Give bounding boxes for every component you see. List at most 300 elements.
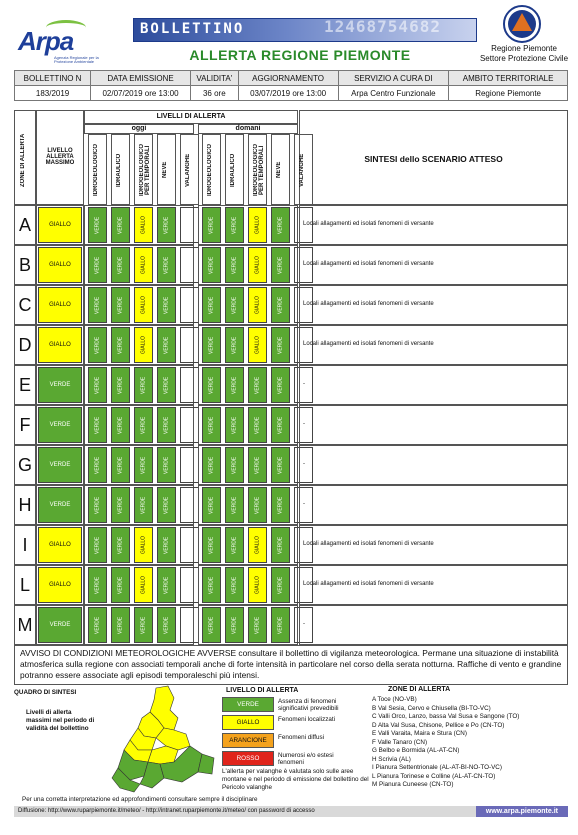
- today-level-cell: [88, 407, 107, 443]
- tomorrow-level-text: VERDE: [231, 256, 238, 274]
- today-level-text: VERDE: [94, 576, 101, 594]
- today-level-text: VERDE: [163, 376, 170, 394]
- today-level-cell: [180, 607, 199, 643]
- info-header: BOLLETTINO N: [15, 71, 91, 86]
- legend-note: L'allerta per valanghe è valutata solo sulle aree montane e nel periodo di emissione del bollettino del Pericolo valanghe: [222, 768, 369, 791]
- today-level-cell: [157, 287, 176, 323]
- org-label: [474, 44, 574, 64]
- today-level-cell: [157, 447, 176, 483]
- zone-letter: M: [17, 615, 33, 635]
- today-level-cell: [111, 487, 130, 523]
- tomorrow-level-cell: [225, 447, 244, 483]
- legend-title: LIVELLO DI ALLERTA: [226, 687, 299, 694]
- today-phenomenon-label: IDRAULICO: [116, 153, 122, 187]
- tomorrow-level-text: VERDE: [208, 336, 215, 354]
- banner-numbers: 12468754682: [324, 18, 441, 36]
- today-phenomenon-label: IDROGEOLOGICO PER TEMPORALI: [139, 144, 151, 197]
- today-level-cell: [88, 247, 107, 283]
- today-level-text: VERDE: [163, 536, 170, 554]
- zone-list-item: G Belbo e Bormida (AL-AT-CN): [372, 747, 460, 754]
- today-level-cell: [134, 447, 153, 483]
- today-level-cell: [88, 327, 107, 363]
- tomorrow-level-cell: [202, 287, 221, 323]
- legend-desc: Assenza di fenomeni significativi prevedibili: [278, 698, 339, 712]
- today-level-text: VERDE: [163, 616, 170, 634]
- zone-letter: C: [18, 295, 32, 315]
- max-level-badge: VERDE: [38, 607, 82, 643]
- today-phenomenon-label: IDROGEOLOGICO: [93, 144, 99, 197]
- tomorrow-level-cell: [202, 487, 221, 523]
- legend-desc: Numerosi e/o estesi fenomeni: [278, 752, 334, 766]
- tomorrow-level-text: GIALLO: [254, 255, 261, 275]
- today-level-cell: [111, 327, 130, 363]
- tomorrow-level-text: VERDE: [254, 416, 261, 434]
- tomorrow-level-cell: [202, 327, 221, 363]
- today-level-cell: [134, 567, 153, 603]
- today-level-text: VERDE: [94, 296, 101, 314]
- tomorrow-level-text: VERDE: [231, 496, 238, 514]
- tomorrow-level-text: VERDE: [231, 536, 238, 554]
- tomorrow-level-text: VERDE: [277, 296, 284, 314]
- today-level-cell: [180, 487, 199, 523]
- today-level-cell: [134, 247, 153, 283]
- today-level-text: VERDE: [94, 376, 101, 394]
- zone-list-item: I Pianura Settentrionale (AL-AT-BI-NO-TO-VC): [372, 764, 502, 771]
- tomorrow-phenomenon-label: NEVE: [276, 161, 282, 179]
- today-level-text: VERDE: [94, 256, 101, 274]
- tomorrow-level-cell: [271, 447, 290, 483]
- today-level-cell: [111, 247, 130, 283]
- legend-desc: Fenomeni localizzati: [278, 716, 336, 723]
- tomorrow-phenomenon-label: IDROGEOLOGICO: [207, 144, 213, 197]
- max-level-badge: VERDE: [38, 407, 82, 443]
- tomorrow-level-text: VERDE: [231, 336, 238, 354]
- max-level-badge: VERDE: [38, 447, 82, 483]
- tomorrow-level-cell: [271, 367, 290, 403]
- piemonte-map: [104, 684, 220, 796]
- footer: [14, 806, 568, 817]
- today-level-text: VERDE: [140, 376, 147, 394]
- info-value: 36 ore: [190, 86, 238, 101]
- protezione-civile-logo: [502, 4, 542, 44]
- today-phenomenon-label: VALANGHE: [185, 153, 191, 187]
- today-level-text: GIALLO: [140, 335, 147, 355]
- tomorrow-level-cell: [271, 607, 290, 643]
- tomorrow-level-text: VERDE: [208, 216, 215, 234]
- today-level-cell: [180, 247, 199, 283]
- today-level-cell: [180, 367, 199, 403]
- zone-list-item: A Toce (NO-VB): [372, 696, 417, 703]
- zone-list-item: L Pianura Torinese e Colline (AL-AT-CN-TO): [372, 772, 496, 780]
- today-level-cell: [134, 287, 153, 323]
- today-level-text: VERDE: [163, 216, 170, 234]
- zone-list: [372, 696, 572, 790]
- tomorrow-level-cell: [202, 527, 221, 563]
- today-level-cell: [134, 527, 153, 563]
- tomorrow-level-cell: [248, 207, 267, 243]
- info-value: Regione Piemonte: [449, 86, 568, 101]
- today-level-cell: [157, 567, 176, 603]
- tomorrow-level-text: VERDE: [231, 576, 238, 594]
- max-level-badge: VERDE: [38, 487, 82, 523]
- levels-header-label: LIVELLI DI ALLERTA: [156, 113, 226, 120]
- today-level-cell: [157, 487, 176, 523]
- today-level-cell: [111, 527, 130, 563]
- legend-swatch-arancione: ARANCIONE: [222, 733, 274, 748]
- tomorrow-level-cell: [248, 527, 267, 563]
- info-header-row: [15, 71, 568, 86]
- zone-letter: L: [19, 575, 30, 595]
- today-level-cell: [157, 327, 176, 363]
- tomorrow-level-cell: [271, 247, 290, 283]
- info-header: AGGIORNAMENTO: [238, 71, 338, 86]
- tomorrow-level-cell: [202, 607, 221, 643]
- today-level-cell: [180, 327, 199, 363]
- sintesi-text: -: [303, 381, 305, 387]
- tomorrow-level-text: VERDE: [208, 376, 215, 394]
- today-level-cell: [180, 447, 199, 483]
- today-level-text: [181, 288, 198, 322]
- today-level-cell: [111, 447, 130, 483]
- tomorrow-level-text: VERDE: [254, 456, 261, 474]
- sintesi-text: Locali allagamenti ed isolati fenomeni di versante: [303, 301, 434, 307]
- tomorrow-level-text: VERDE: [254, 616, 261, 634]
- today-level-cell: [157, 207, 176, 243]
- today-level-cell: [88, 567, 107, 603]
- today-level-text: VERDE: [94, 216, 101, 234]
- today-level-text: GIALLO: [140, 535, 147, 555]
- max-level-badge: VERDE: [38, 367, 82, 403]
- today-level-cell: [180, 207, 199, 243]
- tomorrow-phenomenon-label: VALANGHE: [299, 153, 305, 187]
- tomorrow-level-text: VERDE: [254, 496, 261, 514]
- tomorrow-level-cell: [225, 247, 244, 283]
- zone-list-item: F Valle Tanaro (CN): [372, 738, 428, 746]
- tomorrow-level-cell: [271, 487, 290, 523]
- zone-list-item: H Scrivia (AL): [372, 755, 411, 763]
- tomorrow-level-text: VERDE: [208, 576, 215, 594]
- today-level-text: [181, 328, 198, 362]
- tomorrow-label: domani: [235, 125, 261, 132]
- tomorrow-level-cell: [225, 407, 244, 443]
- today-level-text: VERDE: [163, 256, 170, 274]
- zone-list-item: E Valli Varaita, Maira e Stura (CN): [372, 730, 467, 737]
- sintesi-text: Locali allagamenti ed isolati fenomeni di versante: [303, 221, 434, 227]
- tomorrow-level-cell: [271, 207, 290, 243]
- tomorrow-level-cell: [225, 607, 244, 643]
- tomorrow-level-text: VERDE: [277, 496, 284, 514]
- tomorrow-level-cell: [271, 407, 290, 443]
- tomorrow-level-text: GIALLO: [254, 335, 261, 355]
- sintesi-text: -: [303, 461, 305, 467]
- max-level-badge: GIALLO: [38, 287, 82, 323]
- max-level-badge: GIALLO: [38, 327, 82, 363]
- logo-subtext: Agenzia Regionale per la Protezione Ambientale: [54, 55, 99, 64]
- today-level-text: VERDE: [140, 456, 147, 474]
- today-level-text: VERDE: [117, 336, 124, 354]
- tomorrow-level-cell: [225, 287, 244, 323]
- tomorrow-level-text: VERDE: [231, 616, 238, 634]
- tomorrow-level-text: VERDE: [208, 456, 215, 474]
- today-level-cell: [111, 367, 130, 403]
- today-label: oggi: [131, 125, 147, 132]
- tomorrow-level-cell: [248, 607, 267, 643]
- sintesi-header-label: SINTESI dello SCENARIO ATTESO: [364, 154, 503, 164]
- zone-letter: F: [19, 415, 31, 435]
- max-level-badge: GIALLO: [38, 207, 82, 243]
- tomorrow-level-cell: [225, 327, 244, 363]
- today-level-text: VERDE: [94, 336, 101, 354]
- legend-swatch-rosso: ROSSO: [222, 751, 274, 766]
- tomorrow-level-text: VERDE: [277, 616, 284, 634]
- info-value: 03/07/2019 ore 13:00: [238, 86, 338, 101]
- tomorrow-level-text: VERDE: [208, 256, 215, 274]
- info-value: 02/07/2019 ore 13:00: [91, 86, 191, 101]
- tomorrow-level-text: VERDE: [277, 256, 284, 274]
- tomorrow-level-cell: [248, 487, 267, 523]
- info-value: Arpa Centro Funzionale: [338, 86, 449, 101]
- today-level-cell: [180, 527, 199, 563]
- today-level-cell: [134, 327, 153, 363]
- tomorrow-level-cell: [271, 327, 290, 363]
- tomorrow-level-text: VERDE: [231, 456, 238, 474]
- tomorrow-level-cell: [248, 247, 267, 283]
- today-level-cell: [157, 527, 176, 563]
- today-level-text: VERDE: [117, 576, 124, 594]
- legend-swatch-verde: VERDE: [222, 697, 274, 712]
- today-level-cell: [111, 567, 130, 603]
- info-value: 183/2019: [15, 86, 91, 101]
- today-level-cell: [88, 487, 107, 523]
- tomorrow-level-text: VERDE: [231, 296, 238, 314]
- tomorrow-level-text: VERDE: [208, 616, 215, 634]
- today-level-text: VERDE: [117, 376, 124, 394]
- today-level-cell: [134, 607, 153, 643]
- today-level-text: VERDE: [117, 496, 124, 514]
- tomorrow-level-text: VERDE: [208, 296, 215, 314]
- org-line2: Settore Protezione Civile: [479, 54, 569, 63]
- today-level-cell: [88, 527, 107, 563]
- tomorrow-level-cell: [202, 207, 221, 243]
- tomorrow-level-text: VERDE: [231, 216, 238, 234]
- sintesi-text: Locali allagamenti ed isolati fenomeni di versante: [303, 261, 434, 267]
- tomorrow-level-cell: [271, 527, 290, 563]
- today-level-text: VERDE: [117, 256, 124, 274]
- today-level-text: GIALLO: [140, 255, 147, 275]
- sintesi-text: -: [303, 421, 305, 427]
- today-level-text: [181, 528, 198, 562]
- logo-text: Arpa: [18, 26, 74, 56]
- today-level-cell: [157, 607, 176, 643]
- zone-list-item: C Valli Orco, Lanzo, bassa Val Susa e Sangone (TO): [372, 713, 520, 720]
- zone-letter: E: [18, 375, 31, 395]
- info-header: VALIDITA': [190, 71, 238, 86]
- today-level-cell: [88, 287, 107, 323]
- avviso-text: AVVISO DI CONDIZIONI METEOROLOGICHE AVVERSE consultare il bollettino di vigilanza meteorologica. Permane una situazione di instabilità atmosferica sulla regione con associati temporali anche di forte intensità in particolare nel corso della serata notturna. Raffiche di vento e grandine potranno essere associate agli episodi temporaleschi più intensi.: [14, 645, 568, 685]
- max-level-badge: GIALLO: [38, 527, 82, 563]
- today-level-text: VERDE: [163, 496, 170, 514]
- page-title: ALLERTA REGIONE PIEMONTE: [189, 47, 411, 63]
- today-level-cell: [180, 407, 199, 443]
- zone-letter: G: [17, 455, 32, 475]
- tomorrow-level-text: VERDE: [277, 576, 284, 594]
- info-value-row: [15, 86, 568, 101]
- tomorrow-level-cell: [202, 567, 221, 603]
- today-level-cell: [111, 607, 130, 643]
- today-level-text: VERDE: [140, 496, 147, 514]
- info-header: DATA EMISSIONE: [91, 71, 191, 86]
- today-level-text: VERDE: [163, 456, 170, 474]
- info-header: SERVIZIO A CURA DI: [338, 71, 449, 86]
- today-level-text: VERDE: [94, 496, 101, 514]
- today-level-cell: [134, 407, 153, 443]
- tomorrow-level-text: VERDE: [254, 376, 261, 394]
- today-level-text: [181, 408, 198, 442]
- today-level-text: VERDE: [117, 296, 124, 314]
- tomorrow-level-cell: [225, 527, 244, 563]
- tomorrow-level-cell: [248, 287, 267, 323]
- zone-list-item: D Alta Val Susa, Chisone, Pellice e Po (CN-TO): [372, 721, 505, 729]
- today-level-text: [181, 608, 198, 642]
- zone-list-item: M Pianura Cuneese (CN-TO): [372, 781, 454, 788]
- today-level-text: [181, 448, 198, 482]
- zone-letter: I: [22, 535, 28, 555]
- sintesi-text: -: [303, 501, 305, 507]
- today-level-text: VERDE: [117, 536, 124, 554]
- alert-grid: [14, 110, 568, 645]
- tomorrow-level-text: GIALLO: [254, 535, 261, 555]
- today-level-text: VERDE: [163, 416, 170, 434]
- today-level-cell: [134, 367, 153, 403]
- tomorrow-level-text: VERDE: [208, 536, 215, 554]
- sintesi-text: Locali allagamenti ed isolati fenomeni di versante: [303, 541, 434, 547]
- today-level-text: VERDE: [117, 456, 124, 474]
- tomorrow-level-cell: [248, 407, 267, 443]
- today-phenomenon-label: NEVE: [162, 161, 168, 179]
- today-level-cell: [180, 287, 199, 323]
- arpa-website-link[interactable]: www.arpa.piemonte.it: [476, 806, 568, 817]
- tomorrow-level-text: VERDE: [231, 416, 238, 434]
- today-level-cell: [134, 207, 153, 243]
- quadro-text: Livelli di allerta massimi nel periodo di validità del bollettino: [26, 709, 95, 732]
- org-line1: Regione Piemonte: [491, 44, 557, 53]
- info-header: AMBITO TERRITORIALE: [449, 71, 568, 86]
- today-level-text: [181, 368, 198, 402]
- today-level-cell: [180, 567, 199, 603]
- tomorrow-level-text: VERDE: [208, 496, 215, 514]
- today-level-text: VERDE: [140, 616, 147, 634]
- today-level-text: [181, 248, 198, 282]
- tomorrow-level-cell: [248, 367, 267, 403]
- sintesi-text: Locali allagamenti ed isolati fenomeni di versante: [303, 581, 434, 587]
- tomorrow-level-cell: [248, 327, 267, 363]
- today-level-text: VERDE: [117, 416, 124, 434]
- tomorrow-level-cell: [225, 207, 244, 243]
- tomorrow-level-text: VERDE: [277, 336, 284, 354]
- today-level-cell: [111, 407, 130, 443]
- today-level-cell: [88, 207, 107, 243]
- tomorrow-level-text: VERDE: [208, 416, 215, 434]
- today-level-text: VERDE: [94, 416, 101, 434]
- today-level-text: VERDE: [140, 416, 147, 434]
- bulletin-info-table: [14, 70, 568, 101]
- zone-header-label: ZONE DI ALLERTA: [20, 133, 26, 187]
- sintesi-text: -: [303, 621, 305, 627]
- tomorrow-level-cell: [202, 407, 221, 443]
- today-level-cell: [88, 447, 107, 483]
- max-level-badge: GIALLO: [38, 567, 82, 603]
- quadro-title: QUADRO DI SINTESI: [14, 689, 77, 696]
- today-level-cell: [134, 487, 153, 523]
- zone-letter: B: [18, 255, 31, 275]
- max-level-badge: GIALLO: [38, 247, 82, 283]
- today-level-text: GIALLO: [140, 295, 147, 315]
- legend-desc: Fenomeni diffusi: [278, 734, 325, 741]
- today-level-cell: [111, 207, 130, 243]
- bollettino-banner: [133, 18, 477, 42]
- banner-label: BOLLETTINO: [140, 21, 245, 37]
- tomorrow-phenomenon-label: IDRAULICO: [230, 153, 236, 187]
- today-level-text: [181, 568, 198, 602]
- sintesi-text: Locali allagamenti ed isolati fenomeni di versante: [303, 341, 434, 347]
- tomorrow-level-cell: [202, 367, 221, 403]
- tomorrow-level-cell: [271, 567, 290, 603]
- today-level-text: GIALLO: [140, 575, 147, 595]
- tomorrow-level-cell: [248, 447, 267, 483]
- tomorrow-level-cell: [225, 487, 244, 523]
- today-level-cell: [157, 407, 176, 443]
- zone-letter: D: [18, 335, 32, 355]
- tomorrow-level-text: GIALLO: [254, 295, 261, 315]
- tomorrow-level-cell: [225, 367, 244, 403]
- tomorrow-level-text: VERDE: [277, 416, 284, 434]
- tomorrow-level-cell: [248, 567, 267, 603]
- zone-list-title: ZONE DI ALLERTA: [388, 686, 451, 693]
- today-level-text: [181, 208, 198, 242]
- today-level-text: VERDE: [94, 616, 101, 634]
- tomorrow-level-text: GIALLO: [254, 575, 261, 595]
- footer-text: Diffusione: http://www.ruparpiemonte.it/meteo/ - http://intranet.ruparpiemonte.it/meteo/ con password di accesso: [18, 808, 315, 814]
- arpa-logo: [18, 26, 100, 62]
- today-level-text: VERDE: [117, 216, 124, 234]
- today-level-cell: [88, 367, 107, 403]
- today-level-text: VERDE: [94, 456, 101, 474]
- today-level-text: VERDE: [163, 296, 170, 314]
- tomorrow-level-text: VERDE: [277, 536, 284, 554]
- tomorrow-level-text: GIALLO: [254, 215, 261, 235]
- tomorrow-level-cell: [202, 247, 221, 283]
- today-level-text: VERDE: [117, 616, 124, 634]
- zone-letter: A: [18, 215, 31, 235]
- legend-swatch-giallo: GIALLO: [222, 715, 274, 730]
- today-level-text: VERDE: [163, 576, 170, 594]
- today-level-text: VERDE: [163, 336, 170, 354]
- today-level-cell: [157, 367, 176, 403]
- tomorrow-level-text: VERDE: [231, 376, 238, 394]
- tomorrow-level-cell: [271, 287, 290, 323]
- tomorrow-level-text: VERDE: [277, 456, 284, 474]
- disciplinare-note: Per una corretta interpretazione ed approfondimenti consultare sempre il disciplinare: [22, 796, 258, 803]
- today-level-cell: [88, 607, 107, 643]
- zone-list-item: B Val Sesia, Cervo e Chiusella (BI-TO-VC): [372, 704, 491, 712]
- tomorrow-level-text: VERDE: [277, 376, 284, 394]
- level-header-label: LIVELLO ALLERTA MASSIMO: [45, 148, 75, 166]
- tomorrow-phenomenon-label: IDROGEOLOGICO PER TEMPORALI: [253, 144, 265, 197]
- zone-letter: H: [18, 495, 32, 515]
- tomorrow-level-cell: [225, 567, 244, 603]
- today-level-cell: [157, 247, 176, 283]
- today-level-text: GIALLO: [140, 215, 147, 235]
